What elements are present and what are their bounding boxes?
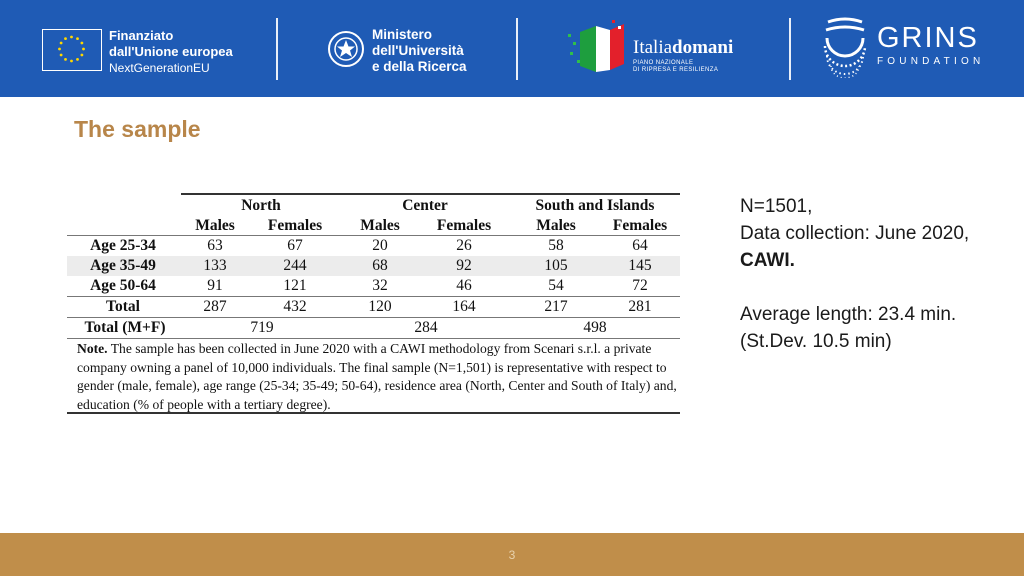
- table-cell: 63: [207, 237, 223, 254]
- grins-sub: FOUNDATION: [877, 56, 985, 67]
- summary-line-n: N=1501,: [740, 196, 813, 217]
- ministry-text: [372, 27, 467, 75]
- table-cell: 105: [544, 257, 568, 274]
- note-text: The sample has been collected in June 2020 with a CAWI methodology from Scenari s.r.l. a private company owning a panel of 10,000 individuals. The final sample (N=1,501) is representative with respect to gender (male, female), age range (25-34; 35-49; 50-64), residence area (North, Center and South of Italy) and, education (% of people with a tertiary degree).: [77, 341, 677, 412]
- summary-line-method: CAWI.: [740, 250, 795, 271]
- table-cell: 20: [372, 237, 388, 254]
- table-cell: 164: [452, 298, 476, 315]
- grins-logo-icon: [822, 16, 868, 78]
- sample-summary: [740, 193, 969, 355]
- table-note: [77, 340, 677, 414]
- row-label: Total: [106, 298, 140, 315]
- italia-domani-name: [633, 38, 733, 58]
- eu-flag-icon: [42, 29, 102, 71]
- header-north-females: Females: [267, 217, 323, 234]
- table-cell: 58: [548, 237, 564, 254]
- table-cell: 72: [632, 277, 648, 294]
- table-region-header-row: [67, 196, 680, 216]
- header-center-females: Females: [436, 217, 492, 234]
- table-cell: 46: [456, 277, 472, 294]
- header-divider: [516, 18, 518, 80]
- table-cell: 68: [372, 257, 388, 274]
- header-divider: [789, 18, 791, 80]
- row-label: Age 50-64: [90, 277, 156, 294]
- ministry-line-2: dell'Università: [372, 43, 464, 58]
- table-cell: 54: [548, 277, 564, 294]
- summary-line-stdev: (St.Dev. 10.5 min): [740, 331, 892, 352]
- header-north-males: Males: [195, 217, 235, 234]
- table-cell: 64: [632, 237, 648, 254]
- grins-name: GRINS: [877, 22, 979, 54]
- table-row: [67, 236, 680, 256]
- eu-line-3: NextGenerationEU: [109, 61, 210, 75]
- table-cell: 92: [456, 257, 472, 274]
- table-cell: 91: [207, 277, 223, 294]
- summary-line-collection: Data collection: June 2020,: [740, 223, 970, 244]
- table-row: [67, 256, 680, 276]
- region-header-north: North: [241, 197, 281, 214]
- table-cell: 498: [583, 319, 607, 336]
- table-row: [67, 276, 680, 296]
- header-center-males: Males: [360, 217, 400, 234]
- italia-domani-flag-icon: [566, 20, 628, 76]
- region-header-center: Center: [402, 197, 448, 214]
- italia-domani-sub-2: DI RIPRESA E RESILIENZA: [633, 67, 719, 73]
- table-cell: 67: [287, 237, 303, 254]
- ministry-line-1: Ministero: [372, 27, 433, 42]
- table-cell: 217: [544, 298, 568, 315]
- italia-domani-text: [633, 38, 733, 74]
- italia-domani-name-light: Italia: [633, 37, 673, 58]
- eu-funding-text: [109, 28, 233, 76]
- italian-republic-emblem-icon: [326, 28, 366, 70]
- header-south-females: Females: [612, 217, 668, 234]
- note-label: Note.: [77, 341, 108, 356]
- summary-gap: [740, 274, 969, 301]
- row-label: Age 25-34: [90, 237, 156, 254]
- table-cell: 244: [283, 257, 307, 274]
- eu-line-1: Finanziato: [109, 28, 174, 43]
- table-cell: 284: [414, 319, 438, 336]
- header-divider: [276, 18, 278, 80]
- table-cell: 719: [250, 319, 274, 336]
- ministry-line-3: e della Ricerca: [372, 59, 467, 74]
- table-cell: 121: [283, 277, 307, 294]
- italia-domani-name-bold: domani: [672, 37, 734, 58]
- table-rule: [67, 338, 680, 339]
- table-cell: 133: [203, 257, 227, 274]
- row-label: Total (M+F): [84, 319, 166, 336]
- table-cell: 120: [368, 298, 392, 315]
- grins-foundation-text: [877, 22, 984, 68]
- region-header-south: South and Islands: [535, 197, 655, 214]
- table-top-rule: [181, 193, 680, 195]
- summary-line-length: Average length: 23.4 min.: [740, 304, 957, 325]
- table-row-total-mf: [67, 318, 680, 338]
- table-cell: 26: [456, 237, 472, 254]
- table-cell: 432: [283, 298, 307, 315]
- eu-line-2: dall'Unione europea: [109, 44, 233, 59]
- italia-domani-sub-1: PIANO NAZIONALE: [633, 60, 694, 66]
- table-cell: 281: [628, 298, 652, 315]
- table-cell: 32: [372, 277, 388, 294]
- table-row-total: [67, 297, 680, 317]
- page-number: 3: [508, 548, 516, 562]
- table-bottom-rule: [67, 412, 680, 414]
- table-cell: 145: [628, 257, 652, 274]
- table-sex-header-row: [67, 216, 680, 236]
- slide-title: The sample: [74, 116, 201, 142]
- header-south-males: Males: [536, 217, 576, 234]
- header-banner: [0, 0, 1024, 97]
- row-label: Age 35-49: [90, 257, 156, 274]
- table-cell: 287: [203, 298, 227, 315]
